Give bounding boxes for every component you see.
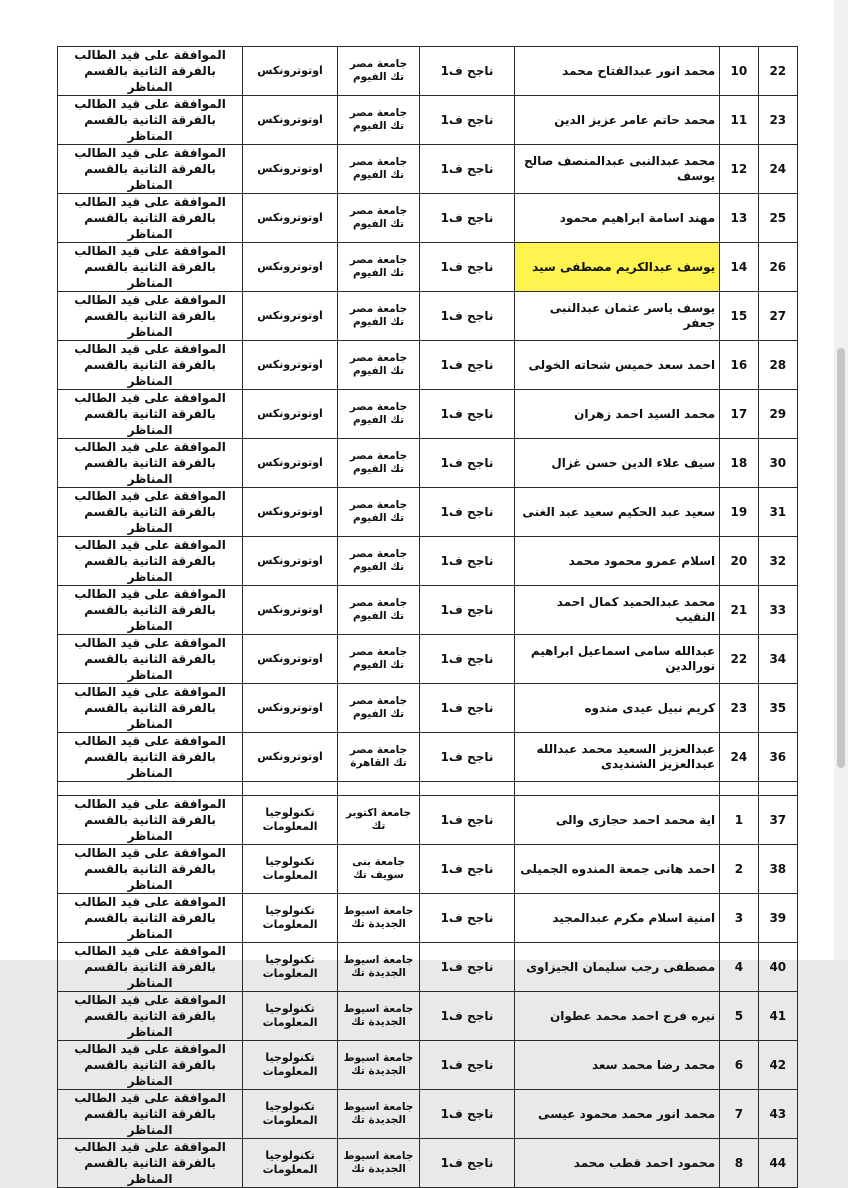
student-name-cell: نيره فرج احمد محمد عطوان xyxy=(514,992,719,1041)
sequence-cell: 22 xyxy=(720,635,758,684)
decision-cell: الموافقة على قيد الطالب بالفرقة الثانية بالقسم المناظر xyxy=(58,439,243,488)
table-row xyxy=(58,1090,798,1139)
student-name-cell: سيف علاء الدين حسن غزال xyxy=(514,439,719,488)
university-cell: جامعة اسيوط الجديدة تك xyxy=(338,1139,420,1188)
row-number-cell: 29 xyxy=(758,390,797,439)
decision-cell: الموافقة على قيد الطالب بالفرقة الثانية بالقسم المناظر xyxy=(58,145,243,194)
decision-cell: الموافقة على قيد الطالب بالفرقة الثانية بالقسم المناظر xyxy=(58,992,243,1041)
program-cell: اوتوترونكس xyxy=(243,243,338,292)
student-name-cell: محمد عبدالحميد كمال احمد النقيب xyxy=(514,586,719,635)
student-name-cell: يوسف ياسر عثمان عبدالنبى جعفر xyxy=(514,292,719,341)
decision-cell: الموافقة على قيد الطالب بالفرقة الثانية بالقسم المناظر xyxy=(58,1041,243,1090)
university-cell: جامعة مصر تك الفيوم xyxy=(338,586,420,635)
result-cell: ناجح ف1 xyxy=(419,684,514,733)
student-name-cell: محمد انور محمد محمود عيسى xyxy=(514,1090,719,1139)
table-row xyxy=(58,733,798,782)
university-cell: جامعة مصر تك الفيوم xyxy=(338,488,420,537)
row-number-cell: 23 xyxy=(758,96,797,145)
sequence-cell: 13 xyxy=(720,194,758,243)
student-name-cell: احمد سعد خميس شحاته الخولى xyxy=(514,341,719,390)
scrollbar-thumb[interactable] xyxy=(837,348,845,768)
decision-cell: الموافقة على قيد الطالب بالفرقة الثانية بالقسم المناظر xyxy=(58,96,243,145)
result-cell: ناجح ف1 xyxy=(419,488,514,537)
table-row xyxy=(58,439,798,488)
row-number-cell: 36 xyxy=(758,733,797,782)
program-cell: اوتوترونكس xyxy=(243,194,338,243)
table-row xyxy=(58,1041,798,1090)
student-name-cell: محمد السيد احمد زهران xyxy=(514,390,719,439)
program-cell: تكنولوجيا المعلومات xyxy=(243,943,338,992)
students-table xyxy=(57,46,798,1188)
program-cell: تكنولوجيا المعلومات xyxy=(243,1090,338,1139)
row-number-cell: 37 xyxy=(758,796,797,845)
student-name-cell: محمد عبدالنبى عبدالمنصف صالح يوسف xyxy=(514,145,719,194)
student-name-cell: محمد انور عبدالفتاح محمد xyxy=(514,47,719,96)
decision-cell: الموافقة على قيد الطالب بالفرقة الثانية بالقسم المناظر xyxy=(58,796,243,845)
decision-cell: الموافقة على قيد الطالب بالفرقة الثانية بالقسم المناظر xyxy=(58,488,243,537)
program-cell: اوتوترونكس xyxy=(243,684,338,733)
table-row xyxy=(58,47,798,96)
student-name-cell: امنية اسلام مكرم عبدالمجيد xyxy=(514,894,719,943)
row-number-cell: 22 xyxy=(758,47,797,96)
university-cell: جامعة مصر تك الفيوم xyxy=(338,537,420,586)
decision-cell: الموافقة على قيد الطالب بالفرقة الثانية بالقسم المناظر xyxy=(58,390,243,439)
student-name-cell: سعيد عبد الحكيم سعيد عبد الغنى xyxy=(514,488,719,537)
decision-cell: الموافقة على قيد الطالب بالفرقة الثانية بالقسم المناظر xyxy=(58,292,243,341)
result-cell: ناجح ف1 xyxy=(419,992,514,1041)
sequence-cell: 5 xyxy=(720,992,758,1041)
decision-cell: الموافقة على قيد الطالب بالفرقة الثانية بالقسم المناظر xyxy=(58,341,243,390)
university-cell: جامعة مصر تك الفيوم xyxy=(338,390,420,439)
separator-cell xyxy=(58,782,243,796)
university-cell: جامعة مصر تك الفيوم xyxy=(338,292,420,341)
separator-cell xyxy=(338,782,420,796)
sequence-cell: 16 xyxy=(720,341,758,390)
sequence-cell: 6 xyxy=(720,1041,758,1090)
table-row xyxy=(58,194,798,243)
sequence-cell: 11 xyxy=(720,96,758,145)
university-cell: جامعة مصر تك الفيوم xyxy=(338,439,420,488)
sequence-cell: 21 xyxy=(720,586,758,635)
university-cell: جامعة مصر تك الفيوم xyxy=(338,96,420,145)
separator-cell xyxy=(758,782,797,796)
table-row xyxy=(58,635,798,684)
student-name-cell: عبدالله سامى اسماعيل ابراهيم نورالدين xyxy=(514,635,719,684)
sequence-cell: 24 xyxy=(720,733,758,782)
program-cell: تكنولوجيا المعلومات xyxy=(243,796,338,845)
decision-cell: الموافقة على قيد الطالب بالفرقة الثانية بالقسم المناظر xyxy=(58,894,243,943)
result-cell: ناجح ف1 xyxy=(419,537,514,586)
program-cell: تكنولوجيا المعلومات xyxy=(243,1041,338,1090)
separator-cell xyxy=(720,782,758,796)
student-name-cell: محمود احمد قطب محمد xyxy=(514,1139,719,1188)
university-cell: جامعة مصر تك الفيوم xyxy=(338,145,420,194)
decision-cell: الموافقة على قيد الطالب بالفرقة الثانية بالقسم المناظر xyxy=(58,733,243,782)
row-number-cell: 27 xyxy=(758,292,797,341)
sequence-cell: 20 xyxy=(720,537,758,586)
program-cell: اوتوترونكس xyxy=(243,47,338,96)
sequence-cell: 2 xyxy=(720,845,758,894)
separator-cell xyxy=(419,782,514,796)
result-cell: ناجح ف1 xyxy=(419,635,514,684)
university-cell: جامعة اسيوط الجديدة تك xyxy=(338,894,420,943)
student-name-cell: اية محمد احمد حجازى والى xyxy=(514,796,719,845)
program-cell: اوتوترونكس xyxy=(243,488,338,537)
row-number-cell: 32 xyxy=(758,537,797,586)
program-cell: تكنولوجيا المعلومات xyxy=(243,894,338,943)
program-cell: تكنولوجيا المعلومات xyxy=(243,1139,338,1188)
row-number-cell: 25 xyxy=(758,194,797,243)
sequence-cell: 7 xyxy=(720,1090,758,1139)
result-cell: ناجح ف1 xyxy=(419,894,514,943)
decision-cell: الموافقة على قيد الطالب بالفرقة الثانية بالقسم المناظر xyxy=(58,635,243,684)
table-row xyxy=(58,341,798,390)
separator-cell xyxy=(514,782,719,796)
program-cell: اوتوترونكس xyxy=(243,292,338,341)
student-name-cell: مهند اسامة ابراهيم محمود xyxy=(514,194,719,243)
sequence-cell: 8 xyxy=(720,1139,758,1188)
result-cell: ناجح ف1 xyxy=(419,586,514,635)
result-cell: ناجح ف1 xyxy=(419,47,514,96)
table-row xyxy=(58,488,798,537)
row-number-cell: 34 xyxy=(758,635,797,684)
decision-cell: الموافقة على قيد الطالب بالفرقة الثانية بالقسم المناظر xyxy=(58,943,243,992)
result-cell: ناجح ف1 xyxy=(419,845,514,894)
university-cell: جامعة مصر تك الفيوم xyxy=(338,194,420,243)
sequence-cell: 15 xyxy=(720,292,758,341)
row-number-cell: 24 xyxy=(758,145,797,194)
row-number-cell: 38 xyxy=(758,845,797,894)
student-name-cell: عبدالعزيز السعيد محمد عبدالله عبدالعزيز الشنديدى xyxy=(514,733,719,782)
result-cell: ناجح ف1 xyxy=(419,243,514,292)
university-cell: جامعة مصر تك الفيوم xyxy=(338,47,420,96)
table-row xyxy=(58,1139,798,1188)
university-cell: جامعة مصر تك الفيوم xyxy=(338,243,420,292)
vertical-scrollbar[interactable] xyxy=(834,0,848,960)
university-cell: جامعة مصر تك الفيوم xyxy=(338,635,420,684)
row-number-cell: 33 xyxy=(758,586,797,635)
table-row xyxy=(58,96,798,145)
result-cell: ناجح ف1 xyxy=(419,292,514,341)
decision-cell: الموافقة على قيد الطالب بالفرقة الثانية بالقسم المناظر xyxy=(58,47,243,96)
university-cell: جامعة اسيوط الجديدة تك xyxy=(338,1041,420,1090)
decision-cell: الموافقة على قيد الطالب بالفرقة الثانية بالقسم المناظر xyxy=(58,243,243,292)
result-cell: ناجح ف1 xyxy=(419,733,514,782)
separator-row xyxy=(58,782,798,796)
student-name-cell: محمد حاتم عامر عزيز الدين xyxy=(514,96,719,145)
sequence-cell: 19 xyxy=(720,488,758,537)
program-cell: اوتوترونكس xyxy=(243,439,338,488)
student-name-cell: اسلام عمرو محمود محمد xyxy=(514,537,719,586)
student-name-cell: احمد هانى جمعة المندوه الجميلى xyxy=(514,845,719,894)
result-cell: ناجح ف1 xyxy=(419,96,514,145)
decision-cell: الموافقة على قيد الطالب بالفرقة الثانية بالقسم المناظر xyxy=(58,194,243,243)
decision-cell: الموافقة على قيد الطالب بالفرقة الثانية بالقسم المناظر xyxy=(58,845,243,894)
table-row xyxy=(58,537,798,586)
sequence-cell: 12 xyxy=(720,145,758,194)
university-cell: جامعة مصر تك الفيوم xyxy=(338,684,420,733)
table-row xyxy=(58,684,798,733)
decision-cell: الموافقة على قيد الطالب بالفرقة الثانية بالقسم المناظر xyxy=(58,1090,243,1139)
table-row xyxy=(58,894,798,943)
row-number-cell: 30 xyxy=(758,439,797,488)
sequence-cell: 14 xyxy=(720,243,758,292)
university-cell: جامعة اسيوط الجديدة تك xyxy=(338,943,420,992)
result-cell: ناجح ف1 xyxy=(419,145,514,194)
decision-cell: الموافقة على قيد الطالب بالفرقة الثانية بالقسم المناظر xyxy=(58,537,243,586)
university-cell: جامعة مصر تك القاهرة xyxy=(338,733,420,782)
program-cell: اوتوترونكس xyxy=(243,96,338,145)
table-row xyxy=(58,992,798,1041)
sequence-cell: 23 xyxy=(720,684,758,733)
sequence-cell: 18 xyxy=(720,439,758,488)
result-cell: ناجح ف1 xyxy=(419,943,514,992)
table-row xyxy=(58,845,798,894)
program-cell: اوتوترونكس xyxy=(243,537,338,586)
separator-cell xyxy=(243,782,338,796)
university-cell: جامعة اسيوط الجديدة تك xyxy=(338,1090,420,1139)
result-cell: ناجح ف1 xyxy=(419,390,514,439)
table-row xyxy=(58,243,798,292)
result-cell: ناجح ف1 xyxy=(419,439,514,488)
student-name-cell: يوسف عبدالكريم مصطفى سيد xyxy=(514,243,719,292)
row-number-cell: 44 xyxy=(758,1139,797,1188)
university-cell: جامعة اكتوبر تك xyxy=(338,796,420,845)
university-cell: جامعة بنى سويف تك xyxy=(338,845,420,894)
students-table-body xyxy=(58,47,798,1188)
sequence-cell: 4 xyxy=(720,943,758,992)
university-cell: جامعة اسيوط الجديدة تك xyxy=(338,992,420,1041)
row-number-cell: 31 xyxy=(758,488,797,537)
program-cell: اوتوترونكس xyxy=(243,733,338,782)
row-number-cell: 41 xyxy=(758,992,797,1041)
result-cell: ناجح ف1 xyxy=(419,194,514,243)
decision-cell: الموافقة على قيد الطالب بالفرقة الثانية بالقسم المناظر xyxy=(58,586,243,635)
row-number-cell: 42 xyxy=(758,1041,797,1090)
program-cell: اوتوترونكس xyxy=(243,586,338,635)
result-cell: ناجح ف1 xyxy=(419,1139,514,1188)
program-cell: اوتوترونكس xyxy=(243,341,338,390)
row-number-cell: 43 xyxy=(758,1090,797,1139)
result-cell: ناجح ف1 xyxy=(419,1090,514,1139)
sequence-cell: 3 xyxy=(720,894,758,943)
sequence-cell: 1 xyxy=(720,796,758,845)
student-name-cell: محمد رضا محمد سعد xyxy=(514,1041,719,1090)
decision-cell: الموافقة على قيد الطالب بالفرقة الثانية بالقسم المناظر xyxy=(58,1139,243,1188)
sequence-cell: 10 xyxy=(720,47,758,96)
table-row xyxy=(58,145,798,194)
student-name-cell: مصطفى رجب سليمان الجيزاوى xyxy=(514,943,719,992)
result-cell: ناجح ف1 xyxy=(419,341,514,390)
sequence-cell: 17 xyxy=(720,390,758,439)
table-row xyxy=(58,796,798,845)
table-row xyxy=(58,943,798,992)
row-number-cell: 39 xyxy=(758,894,797,943)
program-cell: تكنولوجيا المعلومات xyxy=(243,845,338,894)
result-cell: ناجح ف1 xyxy=(419,796,514,845)
program-cell: اوتوترونكس xyxy=(243,635,338,684)
program-cell: اوتوترونكس xyxy=(243,145,338,194)
row-number-cell: 26 xyxy=(758,243,797,292)
result-cell: ناجح ف1 xyxy=(419,1041,514,1090)
decision-cell: الموافقة على قيد الطالب بالفرقة الثانية بالقسم المناظر xyxy=(58,684,243,733)
row-number-cell: 35 xyxy=(758,684,797,733)
student-name-cell: كريم نبيل عيدى مندوه xyxy=(514,684,719,733)
row-number-cell: 28 xyxy=(758,341,797,390)
university-cell: جامعة مصر تك الفيوم xyxy=(338,341,420,390)
table-row xyxy=(58,292,798,341)
program-cell: تكنولوجيا المعلومات xyxy=(243,992,338,1041)
program-cell: اوتوترونكس xyxy=(243,390,338,439)
row-number-cell: 40 xyxy=(758,943,797,992)
table-row xyxy=(58,390,798,439)
table-row xyxy=(58,586,798,635)
